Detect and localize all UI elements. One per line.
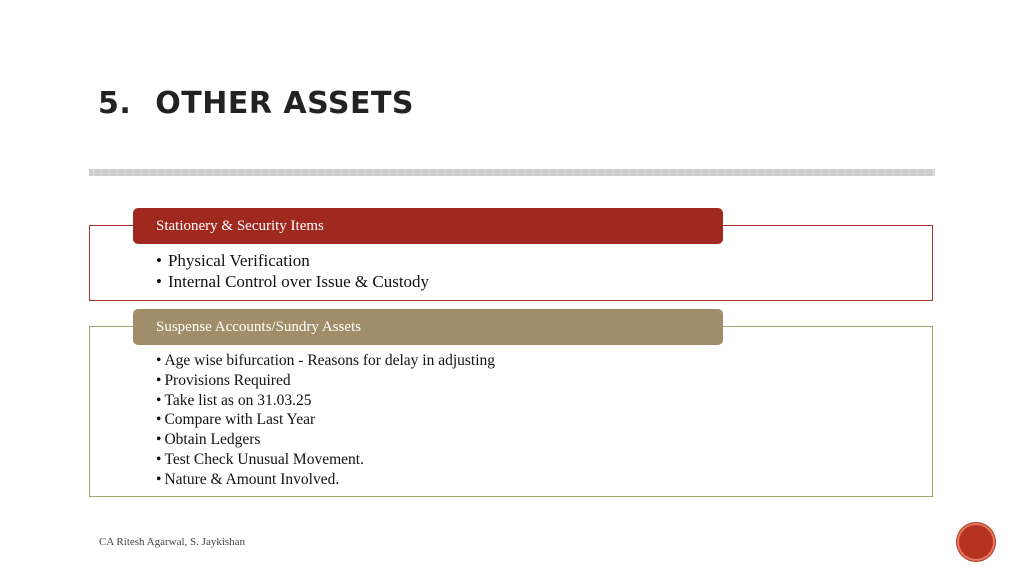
- slide-number: 5.: [98, 86, 132, 121]
- bullet-icon: •: [156, 431, 162, 449]
- section-list-stationery: [156, 250, 429, 292]
- list-item: • Nature & Amount Involved.: [156, 470, 340, 488]
- list-item: • Obtain Ledgers: [156, 431, 261, 449]
- bullet-icon: •: [156, 391, 162, 409]
- slide-title-text: OTHER ASSETS: [155, 86, 415, 121]
- section-header-stationery: Stationery & Security Items: [133, 208, 723, 244]
- bullet-icon: •: [156, 371, 162, 389]
- list-item: • Internal Control over Issue & Custody: [156, 272, 430, 291]
- page-number-badge: [957, 523, 995, 561]
- bullet-icon: •: [156, 450, 162, 468]
- list-item: • Take list as on 31.03.25: [156, 391, 312, 409]
- list-item: • Compare with Last Year: [156, 411, 316, 429]
- section-list-suspense: [156, 351, 495, 490]
- bullet-icon: •: [156, 251, 162, 270]
- slide-title: [98, 86, 414, 121]
- bullet-icon: •: [156, 470, 162, 488]
- list-item: • Test Check Unusual Movement.: [156, 450, 364, 468]
- list-item: • Age wise bifurcation - Reasons for delay in adjusting: [156, 352, 496, 369]
- title-divider: [89, 169, 935, 176]
- list-item: • Provisions Required: [156, 371, 291, 389]
- section-header-suspense: Suspense Accounts/Sundry Assets: [133, 309, 723, 345]
- bullet-icon: •: [156, 272, 162, 291]
- bullet-icon: •: [156, 411, 162, 429]
- list-item: • Physical Verification: [156, 251, 310, 270]
- footer-author: CA Ritesh Agarwal, S. Jaykishan: [99, 536, 246, 548]
- bullet-icon: •: [156, 352, 162, 369]
